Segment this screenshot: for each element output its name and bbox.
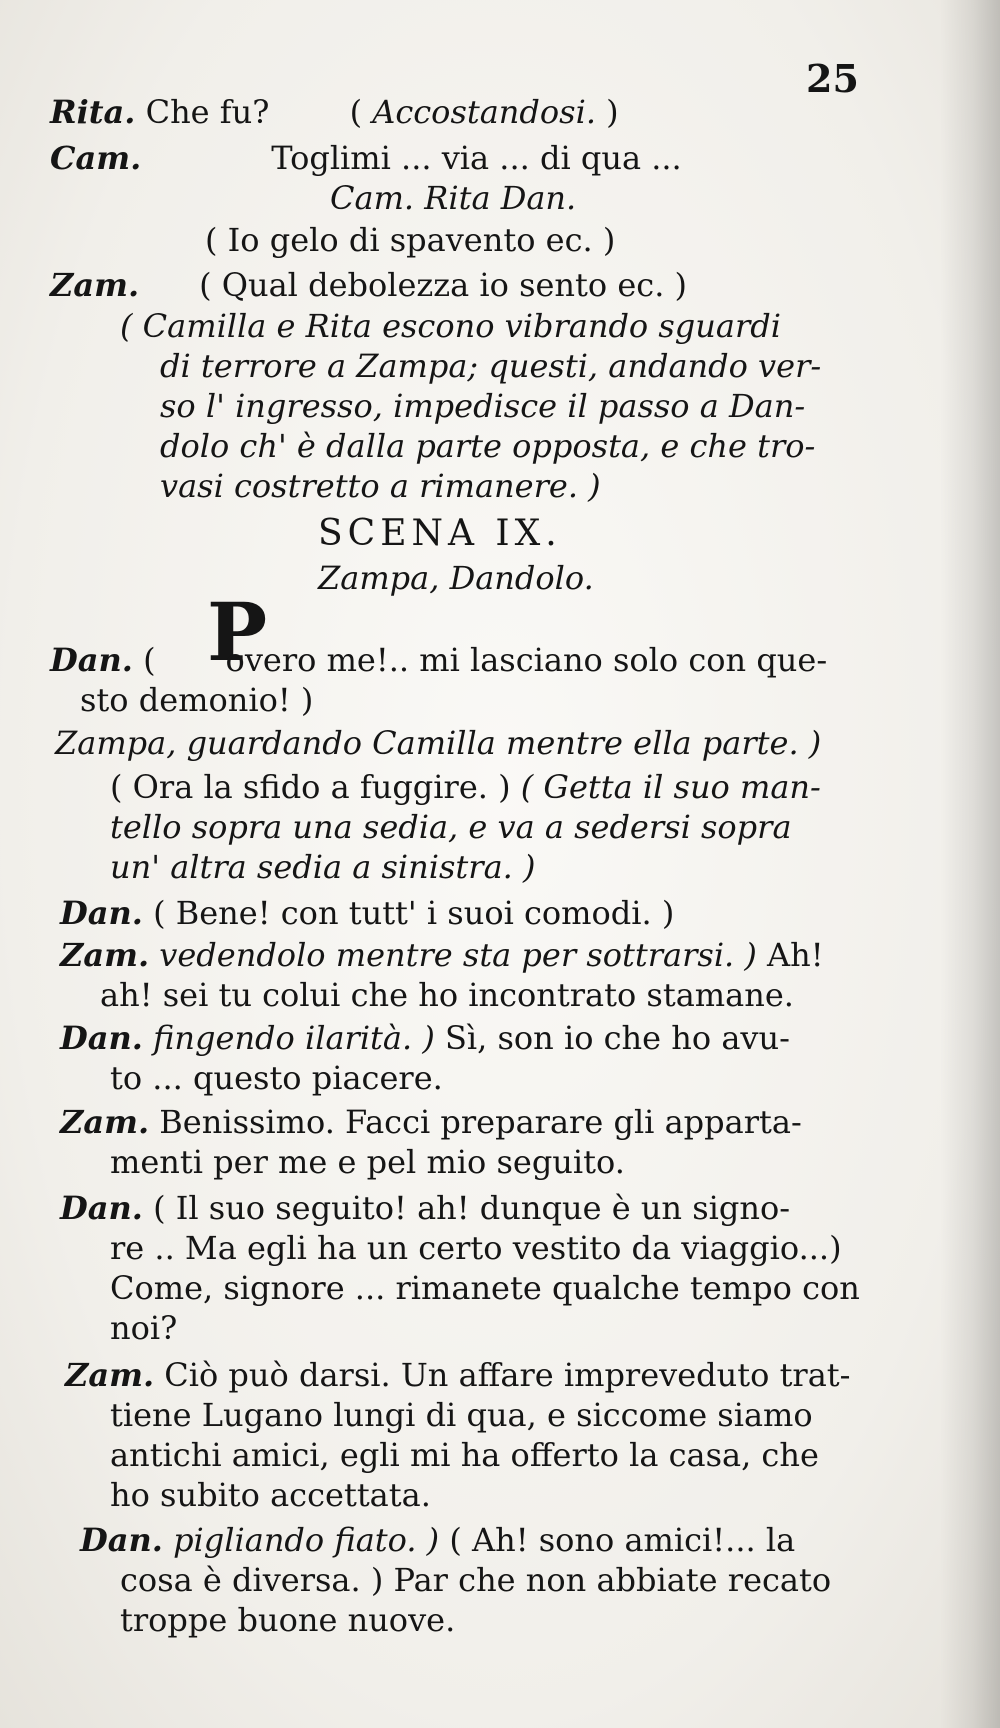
- line-ora-sfido: ( Ora la sfido a fuggire. ) ( Getta il suo man-: [110, 768, 821, 806]
- stage-direction-line-2: di terrore a Zampa; questi, andando ver-: [160, 347, 822, 385]
- line-noi: noi?: [110, 1309, 178, 1347]
- page-number: 25: [806, 56, 859, 101]
- stage-direction-line-3: so l' ingresso, impedisce il passo a Dan-: [160, 387, 806, 425]
- line-zam-benissimo: Zam. Benissimo. Facci preparare gli apparta-: [60, 1103, 802, 1141]
- stage-direction-line-5: vasi costretto a rimanere. ): [160, 467, 601, 505]
- line-dan-fingendo: Dan. fingendo ilarità. ) Sì, son io che ho avu-: [60, 1019, 790, 1057]
- line-zampa-direction: Zampa, guardando Camilla mentre ella parte. ): [55, 724, 822, 762]
- scene-characters: Zampa, Dandolo.: [318, 559, 594, 597]
- line-antichi-amici: antichi amici, egli mi ha offerto la casa, che: [110, 1436, 819, 1474]
- line-troppe: troppe buone nuove.: [120, 1601, 456, 1639]
- line-dan-bene: Dan. ( Bene! con tutt' i suoi comodi. ): [60, 894, 675, 932]
- line-zam-cio: Zam. Ciò può darsi. Un affare impreveduto trat-: [65, 1356, 851, 1394]
- line-sei-tu: ah! sei tu colui che ho incontrato stamane.: [100, 976, 794, 1014]
- line-cosa-diversa: cosa è diversa. ) Par che non abbiate recato: [120, 1561, 832, 1599]
- line-come-signore: Come, signore ... rimanete qualche tempo con: [110, 1269, 860, 1307]
- line-demonio: sto demonio! ): [80, 681, 314, 719]
- line-dan-povero: Dan. ( overo me!.. mi lasciano solo con que-: [50, 641, 828, 679]
- line-zam-debolezza: Zam. ( Qual debolezza io sento ec. ): [50, 266, 688, 304]
- line-re-viaggio: re .. Ma egli ha un certo vestito da viaggio...): [110, 1229, 842, 1267]
- line-zam-vedendolo: Zam. vedendolo mentre sta per sottrarsi. ) Ah!: [60, 936, 824, 974]
- stage-direction-line-1: ( Camilla e Rita escono vibrando sguardi: [120, 307, 781, 345]
- line-dan-pigliando: Dan. pigliando fiato. ) ( Ah! sono amici!... la: [80, 1521, 796, 1559]
- line-subito: ho subito accettata.: [110, 1476, 431, 1514]
- scene-heading: SCENA IX.: [318, 513, 562, 554]
- line-tello: tello sopra una sedia, e va a sedersi sopra: [110, 808, 792, 846]
- line-ensemble-names: Cam. Rita Dan.: [330, 179, 577, 217]
- drop-cap: P: [207, 585, 268, 679]
- stage-direction-line-4: dolo ch' è dalla parte opposta, e che tro-: [160, 427, 816, 465]
- line-cam-toglimi: Cam. Toglimi ... via ... di qua ...: [50, 139, 682, 177]
- line-tiene-lugano: tiene Lugano lungi di qua, e siccome siamo: [110, 1396, 813, 1434]
- page-gutter-shadow: [940, 0, 1000, 1728]
- line-questo-piacere: to ... questo piacere.: [110, 1059, 443, 1097]
- line-rita: Rita. Che fu? ( Accostandosi. ): [50, 93, 619, 131]
- line-menti: menti per me e pel mio seguito.: [110, 1143, 625, 1181]
- line-dan-seguito: Dan. ( Il suo seguito! ah! dunque è un signo-: [60, 1189, 791, 1227]
- line-altra-sedia: un' altra sedia a sinistra. ): [110, 848, 536, 886]
- line-io-gelo: ( Io gelo di spavento ec. ): [205, 221, 616, 259]
